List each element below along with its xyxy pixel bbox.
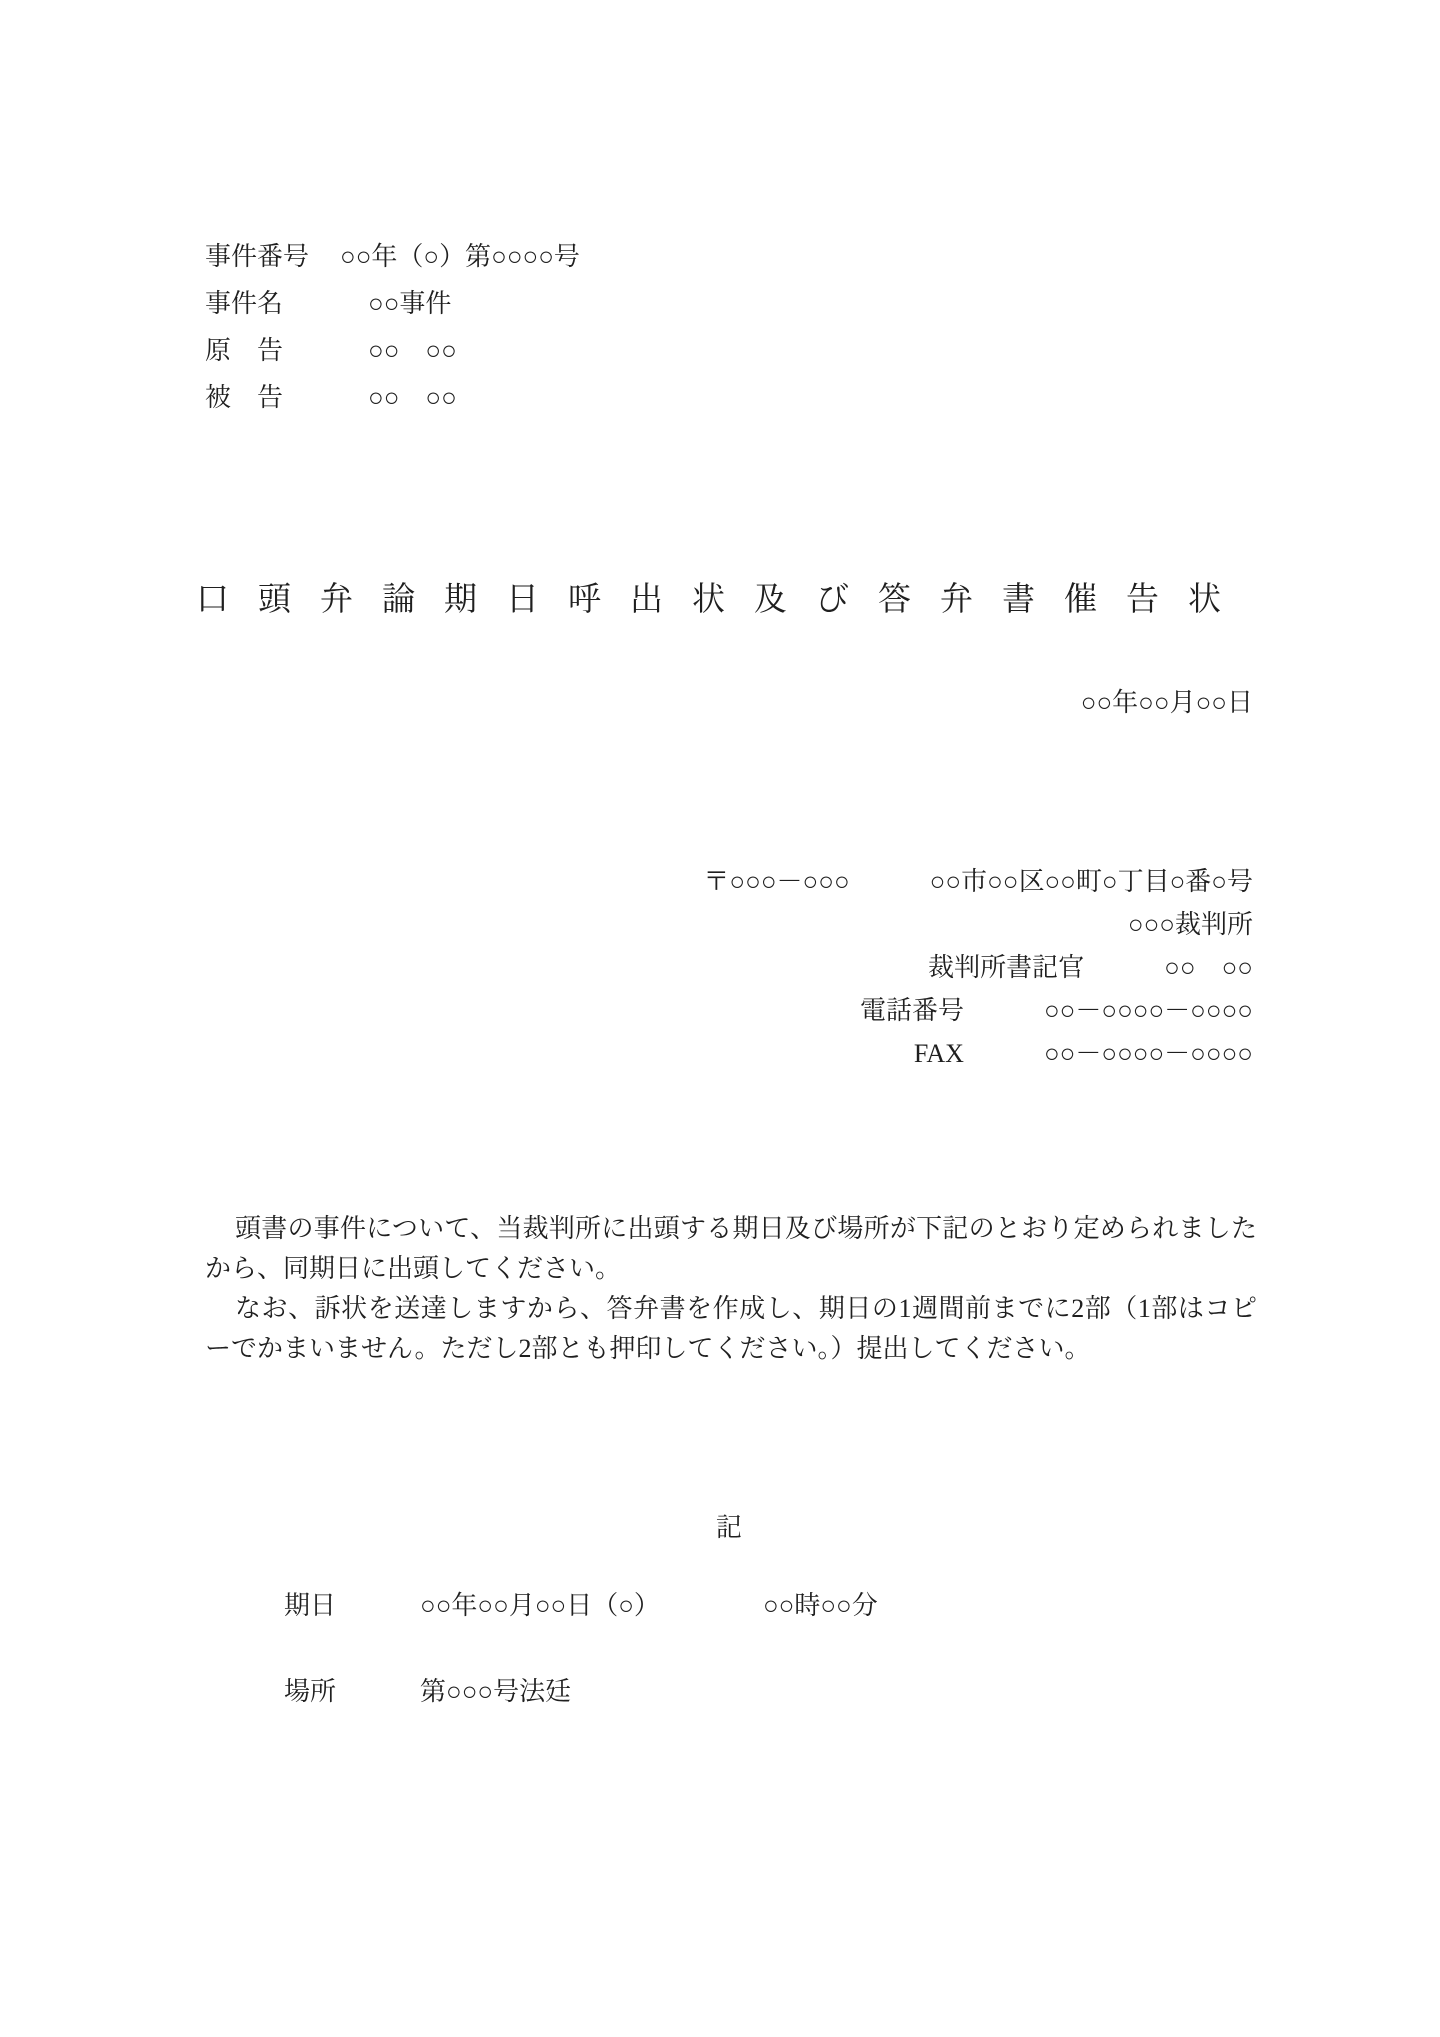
location-row xyxy=(284,1671,571,1713)
sender-address-row xyxy=(703,860,1253,903)
defendant-value: ○○ ○○ xyxy=(368,383,457,412)
clerk-label: 裁判所書記官 xyxy=(928,953,1085,982)
case-info-block xyxy=(205,233,580,421)
court-name: ○○○裁判所 xyxy=(1127,910,1253,939)
fax-label: FAX xyxy=(913,1039,964,1068)
case-name-row xyxy=(205,280,580,327)
case-number-value: ○○年（○）第○○○○号 xyxy=(340,242,580,271)
document-title: 口頭弁論期日呼出状及び答弁書催告状 xyxy=(196,582,1250,618)
phone-number: ○○－○○○○－○○○○ xyxy=(1043,996,1253,1025)
fax-row xyxy=(703,1032,1253,1075)
postal-code: 〒○○○－○○○ xyxy=(703,867,850,896)
case-name-value: ○○事件 xyxy=(368,289,452,318)
hearing-date-value: ○○年○○月○○日（○） xyxy=(420,1591,660,1620)
case-name-label: 事件名 xyxy=(205,289,284,318)
location-label: 場所 xyxy=(284,1677,337,1706)
clerk-name: ○○ ○○ xyxy=(1164,953,1253,982)
hearing-date-label: 期日 xyxy=(284,1591,337,1620)
case-number-row xyxy=(205,233,580,280)
plaintiff-label: 原 告 xyxy=(205,336,284,365)
issue-date: ○○年○○月○○日 xyxy=(1080,688,1253,717)
body-paragraph-1: 頭書の事件について、当裁判所に出頭する期日及び場所が下記のとおり定められましたから、同期日に出頭してください。 xyxy=(205,1214,1257,1283)
plaintiff-row xyxy=(205,327,580,374)
body-text xyxy=(205,1209,1257,1369)
location-value: 第○○○号法廷 xyxy=(420,1677,572,1706)
case-number-label: 事件番号 xyxy=(205,242,310,271)
notice-heading: 記 xyxy=(715,1513,742,1542)
defendant-row xyxy=(205,374,580,421)
body-paragraph-2: なお、訴状を送達しますから、答弁書を作成し、期日の1週間前までに2部（1部はコピーでかまいません。ただし2部とも押印してください。）提出してください。 xyxy=(205,1294,1257,1363)
phone-row xyxy=(703,989,1253,1032)
sender-block xyxy=(703,860,1253,1075)
phone-label: 電話番号 xyxy=(859,996,964,1025)
defendant-label: 被 告 xyxy=(205,383,284,412)
clerk-row xyxy=(703,946,1253,989)
plaintiff-value: ○○ ○○ xyxy=(368,336,457,365)
fax-number: ○○－○○○○－○○○○ xyxy=(1043,1039,1253,1068)
hearing-time-value: ○○時○○分 xyxy=(762,1591,878,1620)
hearing-date-row xyxy=(284,1585,878,1627)
sender-address: ○○市○○区○○町○丁目○番○号 xyxy=(929,867,1253,896)
